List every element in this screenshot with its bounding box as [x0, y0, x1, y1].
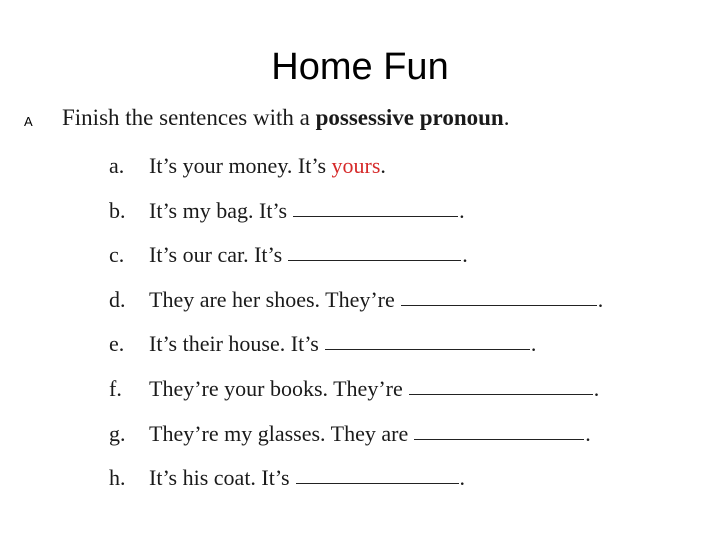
exercise-item-d — [109, 280, 603, 325]
item-sentence: It’s their house. It’s — [149, 331, 319, 357]
instruction-emphasis: possessive pronoun — [315, 105, 504, 130]
exercise-item-h — [109, 458, 603, 503]
item-end: . — [593, 375, 600, 401]
item-sentence: They’re my glasses. They are — [149, 420, 409, 446]
exercise-item-c — [109, 235, 603, 280]
answer-blank[interactable] — [401, 285, 597, 306]
exercise-item-f — [109, 369, 603, 414]
item-sentence: It’s his coat. It’s — [149, 465, 290, 491]
answer-blank[interactable] — [325, 329, 530, 350]
section-marker: A — [24, 114, 33, 129]
item-sentence: It’s my bag. It’s — [149, 197, 288, 223]
instruction-text — [62, 105, 509, 131]
page-title: Home Fun — [271, 46, 449, 88]
exercise-item-a — [109, 146, 603, 191]
answer-blank[interactable] — [409, 374, 593, 395]
item-end: . — [380, 153, 386, 178]
item-end: . — [462, 242, 468, 268]
item-letter: a. — [109, 153, 125, 178]
item-end: . — [597, 286, 604, 312]
item-letter: h. — [109, 465, 126, 491]
item-letter: e. — [109, 331, 125, 357]
item-letter: f. — [109, 375, 122, 401]
item-end: . — [459, 465, 466, 491]
item-answer: yours — [331, 153, 381, 178]
item-letter: c. — [109, 242, 125, 268]
instruction-suffix: . — [503, 105, 510, 130]
answer-blank[interactable] — [293, 196, 458, 217]
item-sentence: It’s your money. It’s — [149, 153, 326, 178]
exercise-item-e — [109, 324, 603, 369]
answer-blank[interactable] — [414, 419, 584, 440]
exercise-list — [109, 146, 603, 503]
instruction-prefix: Finish the sentences with a — [62, 105, 316, 130]
exercise-item-b — [109, 191, 603, 236]
item-end: . — [459, 197, 465, 223]
exercise-item-g — [109, 414, 603, 459]
item-letter: g. — [109, 420, 126, 446]
answer-blank[interactable] — [296, 463, 459, 484]
answer-blank[interactable] — [288, 240, 461, 261]
item-sentence: It’s our car. It’s — [149, 242, 283, 268]
item-letter: b. — [109, 197, 126, 223]
item-end: . — [585, 420, 591, 446]
item-end: . — [530, 331, 537, 357]
item-sentence: They’re your books. They’re — [149, 375, 403, 401]
item-sentence: They are her shoes. They’re — [149, 286, 395, 312]
item-letter: d. — [109, 286, 126, 312]
